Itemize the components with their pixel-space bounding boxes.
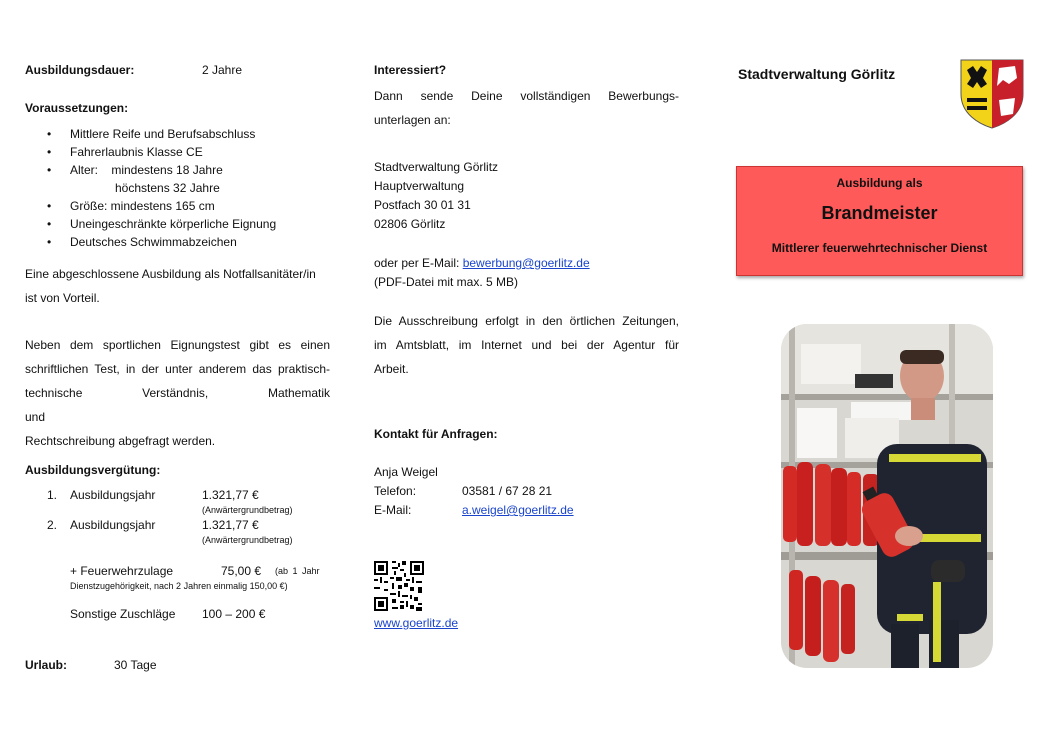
email-prefix: oder per E-Mail: bbox=[374, 256, 463, 270]
phone-value: 03581 / 67 28 21 bbox=[462, 484, 553, 498]
paragraph-line: Arbeit. bbox=[374, 362, 409, 376]
allowance-note-1: (ab 1 Jahr bbox=[275, 566, 320, 576]
interested-heading: Interessiert? bbox=[374, 63, 447, 77]
requirement-item: • Größe: mindestens 165 cm bbox=[25, 197, 345, 215]
requirement-age-max: höchstens 32 Jahre bbox=[115, 181, 220, 195]
pay-item-note: (Anwärtergrundbetrag) bbox=[202, 505, 293, 515]
contact-email-link[interactable]: a.weigel@goerlitz.de bbox=[462, 503, 574, 517]
box-title: Brandmeister bbox=[821, 203, 938, 223]
paragraph-line: Die Ausschreibung erfolgt in den örtlichen Zeitungen, bbox=[374, 314, 679, 328]
postal-address bbox=[374, 158, 498, 234]
website-link[interactable]: www.goerlitz.de bbox=[374, 616, 459, 630]
training-title-box bbox=[736, 166, 1023, 276]
publication-text bbox=[374, 309, 679, 381]
paragraph-line: Eine abgeschlossene Ausbildung als Notfallsanitäter/in bbox=[25, 267, 316, 281]
requirement-item: • Fahrerlaubnis Klasse CE bbox=[25, 143, 345, 161]
paragraph-line: Rechtschreibung abgefragt werden. bbox=[25, 434, 216, 448]
mail-label: E-Mail: bbox=[374, 503, 412, 517]
pay-item-1 bbox=[25, 488, 345, 520]
allowance-row bbox=[70, 564, 330, 596]
pay-item-2 bbox=[25, 518, 345, 550]
contact-heading: Kontakt für Anfragen: bbox=[374, 427, 498, 441]
send-application-text bbox=[374, 84, 679, 132]
email-application bbox=[374, 254, 590, 292]
paragraph-line: im Amtsblatt, im Internet und bei der Agentur für bbox=[374, 338, 679, 352]
pay-item-note: (Anwärtergrundbetrag) bbox=[202, 535, 293, 545]
requirement-item: • Mittlere Reife und Berufsabschluss bbox=[25, 125, 345, 143]
qr-code-icon bbox=[374, 561, 424, 611]
paragraph-line: Neben dem sportlichen Eignungstest gibt es einen bbox=[25, 338, 330, 352]
paragraph-line: unterlagen an: bbox=[374, 113, 451, 127]
paragraph-line: Dann sende Deine vollständigen Bewerbungs- bbox=[374, 89, 679, 103]
vacation-label: Urlaub: bbox=[25, 658, 67, 672]
duration-label: Ausbildungsdauer: bbox=[25, 63, 135, 77]
pay-heading: Ausbildungsvergütung: bbox=[25, 463, 161, 477]
address-line: Stadtverwaltung Görlitz bbox=[374, 160, 499, 174]
address-line: Postfach 30 01 31 bbox=[374, 198, 471, 212]
paragraph-line: ist von Vorteil. bbox=[25, 291, 100, 305]
requirement-item: • Uneingeschränkte körperliche Eignung bbox=[25, 215, 345, 233]
address-line: Hauptverwaltung bbox=[374, 179, 465, 193]
paragraph-line: technische Verständnis, Mathematik und bbox=[25, 386, 330, 424]
email-line bbox=[374, 254, 590, 273]
pay-item-amount: 1.321,77 € bbox=[202, 518, 259, 532]
city-coat-of-arms-icon bbox=[959, 58, 1025, 130]
pay-item-number: 1. bbox=[47, 488, 58, 502]
pay-item-number: 2. bbox=[47, 518, 58, 532]
address-line: 02806 Görlitz bbox=[374, 217, 446, 231]
paragraph-line: schriftlichen Test, in der unter anderem das praktisch- bbox=[25, 362, 330, 376]
requirement-age-min: Alter: mindestens 18 Jahre bbox=[70, 163, 223, 177]
allowance-label: + Feuerwehrzulage bbox=[70, 564, 174, 578]
box-subtitle: Ausbildung als bbox=[836, 176, 923, 190]
paragraph-advantage bbox=[25, 262, 330, 310]
requirements-list bbox=[25, 125, 345, 251]
pay-item-label: Ausbildungsjahr bbox=[70, 518, 156, 532]
allowance-amount: 75,00 € bbox=[221, 564, 262, 578]
vacation-value: 30 Tage bbox=[114, 658, 157, 672]
phone-label: Telefon: bbox=[374, 484, 417, 498]
paragraph-tests bbox=[25, 333, 330, 453]
requirements-heading: Voraussetzungen: bbox=[25, 101, 129, 115]
other-allowances-amount: 100 – 200 € bbox=[202, 607, 266, 621]
firefighter-photo bbox=[781, 324, 993, 668]
org-title: Stadtverwaltung Görlitz bbox=[738, 66, 896, 82]
requirement-item: • Deutsches Schwimmabzeichen bbox=[25, 233, 345, 251]
pay-item-label: Ausbildungsjahr bbox=[70, 488, 156, 502]
application-email-link[interactable]: bewerbung@goerlitz.de bbox=[462, 256, 590, 270]
duration-value: 2 Jahre bbox=[202, 63, 243, 77]
requirement-item bbox=[25, 161, 345, 197]
allowance-note-2: Dienstzugehörigkeit, nach 2 Jahren einmalig 150,00 €) bbox=[70, 581, 288, 591]
email-note: (PDF-Datei mit max. 5 MB) bbox=[374, 275, 519, 289]
contact-name: Anja Weigel bbox=[374, 465, 438, 479]
box-description: Mittlerer feuerwehrtechnischer Dienst bbox=[771, 241, 988, 255]
pay-item-amount: 1.321,77 € bbox=[202, 488, 259, 502]
other-allowances-label: Sonstige Zuschläge bbox=[70, 607, 176, 621]
